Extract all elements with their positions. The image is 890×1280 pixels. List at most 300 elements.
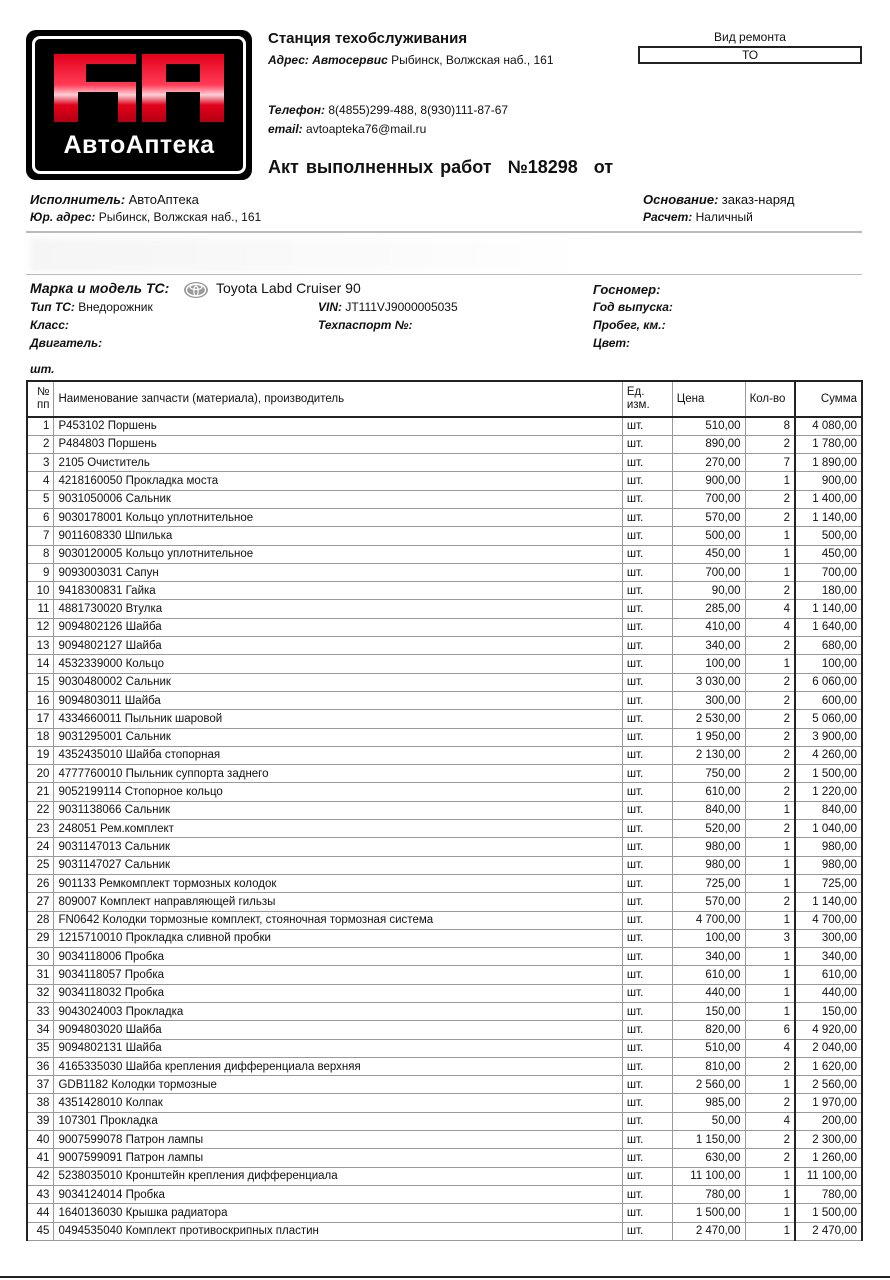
- sum-cell: 600,00: [795, 691, 862, 709]
- part-name-cell: 4165335030 Шайба крепления дифференциала верхняя: [54, 1057, 622, 1075]
- part-name-cell: 9007599078 Патрон лампы: [54, 1131, 622, 1149]
- unit-cell: шт.: [622, 508, 672, 526]
- sum-cell: 6 060,00: [795, 673, 862, 691]
- row-number-cell: 40: [27, 1131, 54, 1149]
- quantity-cell: 1: [745, 527, 795, 545]
- price-cell: 2 470,00: [672, 1222, 745, 1240]
- table-row: [27, 874, 862, 892]
- phone-label: Телефон:: [268, 103, 326, 117]
- sum-cell: 610,00: [795, 966, 862, 984]
- part-name-cell: 9094802126 Шайба: [54, 618, 622, 636]
- price-cell: 1 150,00: [672, 1131, 745, 1149]
- part-name-cell: P484803 Поршень: [54, 435, 622, 453]
- executor: [30, 192, 199, 207]
- quantity-cell: 2: [745, 746, 795, 764]
- row-number-cell: 38: [27, 1094, 54, 1112]
- part-name-cell: 1640136030 Крышка радиатора: [54, 1204, 622, 1222]
- unit-cell: шт.: [622, 948, 672, 966]
- part-name-cell: 4352435010 Шайба стопорная: [54, 746, 622, 764]
- row-number-cell: 29: [27, 929, 54, 947]
- unit-cell: шт.: [622, 1112, 672, 1130]
- quantity-cell: 1: [745, 1076, 795, 1094]
- sum-cell: 500,00: [795, 527, 862, 545]
- price-cell: 300,00: [672, 691, 745, 709]
- part-name-cell: 9034118006 Пробка: [54, 948, 622, 966]
- part-name-cell: 9030480002 Сальник: [54, 673, 622, 691]
- sum-cell: 1 220,00: [795, 783, 862, 801]
- price-cell: 340,00: [672, 637, 745, 655]
- act-title-text: Акт выполненных работ: [268, 157, 492, 177]
- table-row: [27, 746, 862, 764]
- part-name-cell: 9094803011 Шайба: [54, 691, 622, 709]
- sum-cell: 200,00: [795, 1112, 862, 1130]
- quantity-cell: 1: [745, 655, 795, 673]
- table-row: [27, 1076, 862, 1094]
- table-row: [27, 765, 862, 783]
- part-name-cell: 4351428010 Колпак: [54, 1094, 622, 1112]
- unit-cell: шт.: [622, 618, 672, 636]
- unit-cell: шт.: [622, 838, 672, 856]
- quantity-cell: 6: [745, 1021, 795, 1039]
- quantity-cell: 1: [745, 801, 795, 819]
- act-from: от: [593, 157, 614, 177]
- table-row: [27, 856, 862, 874]
- sum-cell: 1 140,00: [795, 600, 862, 618]
- table-row: [27, 600, 862, 618]
- row-number-cell: 10: [27, 582, 54, 600]
- toyota-logo-icon: [183, 281, 209, 299]
- row-number-cell: 43: [27, 1185, 54, 1203]
- basis: [643, 192, 794, 207]
- unit-cell: шт.: [622, 966, 672, 984]
- price-cell: 750,00: [672, 765, 745, 783]
- repair-type-value: ТО: [638, 46, 862, 64]
- part-name-cell: 809007 Комплект направляющей гильзы: [54, 893, 622, 911]
- table-row: [27, 984, 862, 1002]
- vehicle-type-label: Тип ТС:: [30, 300, 75, 314]
- part-name-cell: 9030120005 Кольцо уплотнительное: [54, 545, 622, 563]
- row-number-cell: 24: [27, 838, 54, 856]
- row-number-cell: 45: [27, 1222, 54, 1240]
- price-cell: 570,00: [672, 893, 745, 911]
- unit-cell: шт.: [622, 1167, 672, 1185]
- quantity-cell: 2: [745, 1131, 795, 1149]
- quantity-cell: 2: [745, 582, 795, 600]
- row-number-cell: 44: [27, 1204, 54, 1222]
- sum-cell: 1 890,00: [795, 454, 862, 472]
- vehicle-vin: [318, 300, 458, 314]
- quantity-cell: 4: [745, 618, 795, 636]
- row-number-cell: 2: [27, 435, 54, 453]
- unit-cell: шт.: [622, 527, 672, 545]
- header-unit: Ед. изм.: [622, 381, 672, 417]
- part-name-cell: 107301 Прокладка: [54, 1112, 622, 1130]
- quantity-cell: 1: [745, 1204, 795, 1222]
- quantity-cell: 3: [745, 929, 795, 947]
- row-number-cell: 39: [27, 1112, 54, 1130]
- table-row: [27, 655, 862, 673]
- table-row: [27, 454, 862, 472]
- sum-cell: 1 140,00: [795, 893, 862, 911]
- address-value: Рыбинск, Волжская наб., 161: [391, 53, 554, 67]
- table-header-row: [27, 381, 862, 417]
- quantity-cell: 1: [745, 874, 795, 892]
- price-cell: 980,00: [672, 856, 745, 874]
- row-number-cell: 31: [27, 966, 54, 984]
- quantity-cell: 2: [745, 710, 795, 728]
- price-cell: 2 130,00: [672, 746, 745, 764]
- table-row: [27, 710, 862, 728]
- header-price: Цена: [672, 381, 745, 417]
- quantity-cell: 1: [745, 984, 795, 1002]
- unit-cell: шт.: [622, 1003, 672, 1021]
- price-cell: 410,00: [672, 618, 745, 636]
- unit-cell: шт.: [622, 929, 672, 947]
- price-cell: 570,00: [672, 508, 745, 526]
- price-cell: 840,00: [672, 801, 745, 819]
- quantity-cell: 1: [745, 1185, 795, 1203]
- phone-value: 8(4855)299-488, 8(930)111-87-67: [328, 103, 509, 117]
- row-number-cell: 19: [27, 746, 54, 764]
- part-name-cell: 9094802131 Шайба: [54, 1039, 622, 1057]
- part-name-cell: 9031050006 Сальник: [54, 490, 622, 508]
- row-number-cell: 16: [27, 691, 54, 709]
- vehicle-year: [593, 300, 673, 314]
- row-number-cell: 41: [27, 1149, 54, 1167]
- sum-cell: 1 260,00: [795, 1149, 862, 1167]
- passport-label: Техпаспорт №:: [318, 318, 413, 332]
- table-row: [27, 1131, 862, 1149]
- unit-cell: шт.: [622, 545, 672, 563]
- sum-cell: 1 040,00: [795, 820, 862, 838]
- table-row: [27, 1021, 862, 1039]
- part-name-cell: 0494535040 Комплект противоскрипных пластин: [54, 1222, 622, 1240]
- part-name-cell: 4334660011 Пыльник шаровой: [54, 710, 622, 728]
- table-row: [27, 1112, 862, 1130]
- sum-cell: 1 780,00: [795, 435, 862, 453]
- table-row: [27, 582, 862, 600]
- row-number-cell: 8: [27, 545, 54, 563]
- row-number-cell: 28: [27, 911, 54, 929]
- row-number-cell: 22: [27, 801, 54, 819]
- sum-cell: 780,00: [795, 1185, 862, 1203]
- sum-cell: 725,00: [795, 874, 862, 892]
- page-bottom-rule: [0, 1276, 890, 1278]
- table-row: [27, 1003, 862, 1021]
- header-qty: Кол-во: [745, 381, 795, 417]
- price-cell: 890,00: [672, 435, 745, 453]
- payment-label: Расчет:: [643, 210, 693, 224]
- table-row: [27, 545, 862, 563]
- make-model-value: Toyota Labd Cruiser 90: [216, 280, 361, 296]
- table-row: [27, 948, 862, 966]
- row-number-cell: 7: [27, 527, 54, 545]
- sum-cell: 2 300,00: [795, 1131, 862, 1149]
- unit-cell: шт.: [622, 984, 672, 1002]
- row-number-cell: 23: [27, 820, 54, 838]
- unit-cell: шт.: [622, 454, 672, 472]
- price-cell: 610,00: [672, 783, 745, 801]
- table-row: [27, 783, 862, 801]
- vehicle-color: [593, 336, 630, 350]
- unit-cell: шт.: [622, 582, 672, 600]
- price-cell: 700,00: [672, 563, 745, 581]
- table-row: [27, 1185, 862, 1203]
- quantity-cell: 4: [745, 1112, 795, 1130]
- price-cell: 810,00: [672, 1057, 745, 1075]
- sum-cell: 900,00: [795, 472, 862, 490]
- quantity-cell: 1: [745, 911, 795, 929]
- price-cell: 150,00: [672, 1003, 745, 1021]
- sum-cell: 980,00: [795, 838, 862, 856]
- table-row: [27, 1039, 862, 1057]
- unit-cell: шт.: [622, 691, 672, 709]
- price-cell: 50,00: [672, 1112, 745, 1130]
- price-cell: 985,00: [672, 1094, 745, 1112]
- part-name-cell: 9011608330 Шпилька: [54, 527, 622, 545]
- vehicle-engine-label: Двигатель:: [30, 336, 103, 350]
- sum-cell: 980,00: [795, 856, 862, 874]
- price-cell: 500,00: [672, 527, 745, 545]
- price-cell: 780,00: [672, 1185, 745, 1203]
- table-row: [27, 1222, 862, 1240]
- part-name-cell: 1215710010 Прокладка сливной пробки: [54, 929, 622, 947]
- part-name-cell: 9034124014 Пробка: [54, 1185, 622, 1203]
- price-cell: 100,00: [672, 929, 745, 947]
- vehicle-class-label: Класс:: [30, 318, 69, 332]
- vehicle-mileage: [593, 318, 666, 332]
- vehicle-type: [30, 300, 153, 314]
- unit-cell: шт.: [622, 746, 672, 764]
- quantity-cell: 2: [745, 783, 795, 801]
- unit-cell: шт.: [622, 1039, 672, 1057]
- sum-cell: 450,00: [795, 545, 862, 563]
- vin-label: VIN:: [318, 300, 342, 314]
- part-name-cell: 9030178001 Кольцо уплотнительное: [54, 508, 622, 526]
- sum-cell: 5 060,00: [795, 710, 862, 728]
- sum-cell: 680,00: [795, 637, 862, 655]
- quantity-cell: 2: [745, 1094, 795, 1112]
- unit-cell: шт.: [622, 637, 672, 655]
- sum-cell: 840,00: [795, 801, 862, 819]
- price-cell: 100,00: [672, 655, 745, 673]
- legal-address: [30, 210, 261, 224]
- quantity-cell: 2: [745, 893, 795, 911]
- quantity-cell: 7: [745, 454, 795, 472]
- sum-cell: 4 080,00: [795, 417, 862, 435]
- price-cell: 2 530,00: [672, 710, 745, 728]
- part-name-cell: 9031138066 Сальник: [54, 801, 622, 819]
- table-row: [27, 508, 862, 526]
- quantity-cell: 4: [745, 600, 795, 618]
- price-cell: 725,00: [672, 874, 745, 892]
- part-name-cell: 901133 Ремкомплект тормозных колодок: [54, 874, 622, 892]
- row-number-cell: 5: [27, 490, 54, 508]
- quantity-cell: 1: [745, 472, 795, 490]
- table-row: [27, 527, 862, 545]
- executor-value: АвтоАптека: [128, 192, 199, 207]
- part-name-cell: 9094803020 Шайба: [54, 1021, 622, 1039]
- price-cell: 11 100,00: [672, 1167, 745, 1185]
- row-number-cell: 18: [27, 728, 54, 746]
- act-number: №18298: [507, 157, 578, 177]
- price-cell: 3 030,00: [672, 673, 745, 691]
- part-name-cell: 4881730020 Втулка: [54, 600, 622, 618]
- price-cell: 270,00: [672, 454, 745, 472]
- table-row: [27, 838, 862, 856]
- price-cell: 285,00: [672, 600, 745, 618]
- row-number-cell: 20: [27, 765, 54, 783]
- quantity-cell: 1: [745, 545, 795, 563]
- color-label: Цвет:: [593, 336, 631, 350]
- email-label: email:: [268, 122, 303, 136]
- part-name-cell: 9418300831 Гайка: [54, 582, 622, 600]
- vehicle-passport: [318, 318, 412, 332]
- row-number-cell: 14: [27, 655, 54, 673]
- act-title: [268, 157, 629, 178]
- company-logo: [24, 28, 254, 182]
- sum-cell: 150,00: [795, 1003, 862, 1021]
- unit-cell: шт.: [622, 1204, 672, 1222]
- unit-cell: шт.: [622, 728, 672, 746]
- part-name-cell: FN0642 Колодки тормозные комплект, стояночная тормозная система: [54, 911, 622, 929]
- price-cell: 2 560,00: [672, 1076, 745, 1094]
- table-row: [27, 801, 862, 819]
- row-number-cell: 3: [27, 454, 54, 472]
- logo-brand-text: АвтоАптека: [63, 131, 215, 159]
- price-cell: 980,00: [672, 838, 745, 856]
- part-name-cell: 9052199114 Стопорное кольцо: [54, 783, 622, 801]
- quantity-cell: 2: [745, 765, 795, 783]
- part-name-cell: 9093003031 Сапун: [54, 563, 622, 581]
- price-cell: 1 500,00: [672, 1204, 745, 1222]
- parts-table: [26, 380, 863, 1241]
- make-model-label: Марка и модель ТС:: [30, 280, 170, 296]
- quantity-cell: 1: [745, 1167, 795, 1185]
- row-number-cell: 13: [27, 637, 54, 655]
- vehicle-type-value: Внедорожник: [78, 300, 153, 314]
- quantity-cell: 2: [745, 490, 795, 508]
- station-address: [268, 53, 554, 67]
- plate-label: Госномер:: [593, 282, 661, 297]
- quantity-cell: 1: [745, 1003, 795, 1021]
- row-number-cell: 12: [27, 618, 54, 636]
- table-row: [27, 820, 862, 838]
- mileage-label: Пробег, км.:: [593, 318, 666, 332]
- unit-cell: шт.: [622, 1021, 672, 1039]
- sum-cell: 100,00: [795, 655, 862, 673]
- quantity-cell: 2: [745, 673, 795, 691]
- sum-cell: 1 640,00: [795, 618, 862, 636]
- table-row: [27, 1057, 862, 1075]
- part-name-cell: 4532339000 Кольцо: [54, 655, 622, 673]
- row-number-cell: 1: [27, 417, 54, 435]
- sum-cell: 2 470,00: [795, 1222, 862, 1240]
- unit-cell: шт.: [622, 673, 672, 691]
- part-name-cell: 9043024003 Прокладка: [54, 1003, 622, 1021]
- payment-value: Наличный: [695, 210, 753, 224]
- header-name: Наименование запчасти (материала), производитель: [54, 381, 622, 417]
- price-cell: 4 700,00: [672, 911, 745, 929]
- table-row: [27, 1094, 862, 1112]
- payment: [643, 210, 753, 224]
- part-name-cell: 9034118032 Пробка: [54, 984, 622, 1002]
- table-row: [27, 1204, 862, 1222]
- unit-cell: шт.: [622, 1149, 672, 1167]
- row-number-cell: 6: [27, 508, 54, 526]
- station-title: Станция техобслуживания: [268, 30, 468, 47]
- price-cell: 90,00: [672, 582, 745, 600]
- legal-address-label: Юр. адрес:: [30, 210, 96, 224]
- part-name-cell: 5238035010 Кронштейн крепления дифференциала: [54, 1167, 622, 1185]
- unit-cell: шт.: [622, 655, 672, 673]
- table-row: [27, 929, 862, 947]
- table-row: [27, 728, 862, 746]
- legal-address-value: Рыбинск, Волжская наб., 161: [98, 210, 262, 224]
- year-label: Год выпуска:: [593, 300, 673, 314]
- quantity-cell: 2: [745, 691, 795, 709]
- sum-cell: 1 500,00: [795, 1204, 862, 1222]
- address-label: Адрес: Автосервис: [268, 53, 388, 67]
- sum-cell: 1 140,00: [795, 508, 862, 526]
- row-number-cell: 30: [27, 948, 54, 966]
- quantity-cell: 1: [745, 856, 795, 874]
- quantity-cell: 8: [745, 417, 795, 435]
- sum-cell: 1 620,00: [795, 1057, 862, 1075]
- vehicle-engine: [30, 336, 102, 350]
- part-name-cell: 4777760010 Пыльник суппорта заднего: [54, 765, 622, 783]
- unit-caption: [30, 362, 55, 376]
- header-sum: Сумма: [795, 381, 862, 417]
- part-name-cell: 9034118057 Пробка: [54, 966, 622, 984]
- part-name-cell: 9007599091 Патрон лампы: [54, 1149, 622, 1167]
- quantity-cell: 1: [745, 966, 795, 984]
- unit-cell: шт.: [622, 783, 672, 801]
- quantity-cell: 1: [745, 1222, 795, 1240]
- sum-cell: 1 400,00: [795, 490, 862, 508]
- row-number-cell: 37: [27, 1076, 54, 1094]
- price-cell: 340,00: [672, 948, 745, 966]
- divider: [26, 231, 862, 233]
- part-name-cell: 9031295001 Сальник: [54, 728, 622, 746]
- basis-value: заказ-наряд: [721, 192, 795, 207]
- quantity-cell: 2: [745, 1149, 795, 1167]
- sum-cell: 2 560,00: [795, 1076, 862, 1094]
- email-value: avtoapteka76@mail.ru: [306, 122, 427, 136]
- row-number-cell: 33: [27, 1003, 54, 1021]
- unit-caption-text: шт.: [30, 362, 55, 376]
- row-number-cell: 9: [27, 563, 54, 581]
- unit-cell: шт.: [622, 1222, 672, 1240]
- sum-cell: 300,00: [795, 929, 862, 947]
- table-body: [27, 417, 862, 1240]
- quantity-cell: 2: [745, 820, 795, 838]
- quantity-cell: 2: [745, 435, 795, 453]
- quantity-cell: 2: [745, 728, 795, 746]
- unit-cell: шт.: [622, 820, 672, 838]
- table-row: [27, 637, 862, 655]
- header-no: № пп: [27, 381, 54, 417]
- part-name-cell: GDB1182 Колодки тормозные: [54, 1076, 622, 1094]
- unit-cell: шт.: [622, 801, 672, 819]
- part-name-cell: 248051 Рем.комплект: [54, 820, 622, 838]
- table-row: [27, 1167, 862, 1185]
- row-number-cell: 21: [27, 783, 54, 801]
- part-name-cell: P453102 Поршень: [54, 417, 622, 435]
- table-row: [27, 966, 862, 984]
- row-number-cell: 32: [27, 984, 54, 1002]
- unit-cell: шт.: [622, 856, 672, 874]
